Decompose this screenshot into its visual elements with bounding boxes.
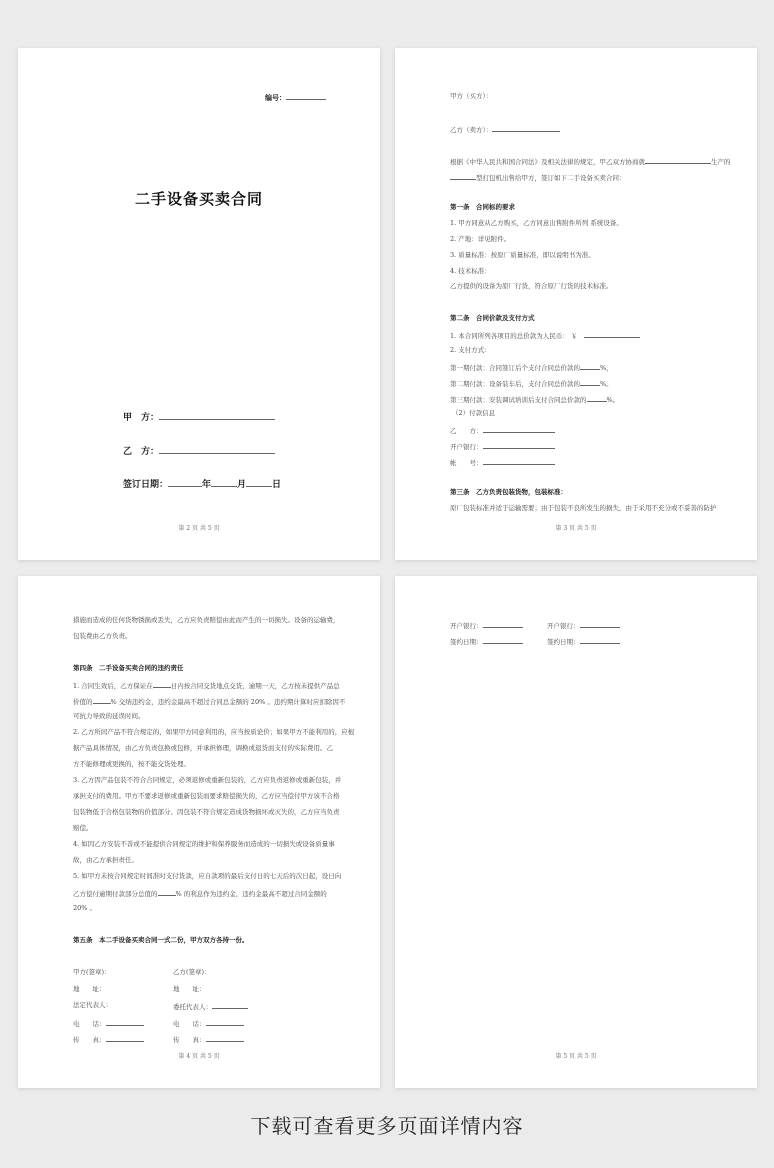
text-line: 包装物低于合格包装物的价值部分。因包装不符合规定造成货物损坏或灭失的，乙方应当负责 [73, 808, 340, 816]
text-span: % 的利息作为违约金，违约金最高不超过合同金额的 [175, 890, 327, 898]
blank-line [483, 441, 555, 449]
text-line [450, 441, 555, 452]
blank-line [286, 92, 326, 100]
contract-page-cover [18, 48, 380, 560]
text-span: 第二期付款：设备装车后，支付合同总价款的 [450, 380, 580, 388]
text-line: 承担支付的费用。甲方不要求返修或重新包装而要求赔偿损失的，乙方应当偿付甲方该不合格 [73, 792, 340, 800]
text-span: 1. 本合同所列各项目的总价款为人民币： ￥ [450, 332, 578, 340]
text-line: 故，由乙方承担责任。 [73, 856, 138, 864]
text-span: 乙方偿付逾期付款部分总值的 [73, 890, 158, 898]
sign-date [123, 477, 281, 490]
text-line [73, 696, 345, 707]
contract-title: 二手设备买卖合同 [134, 190, 263, 208]
blank-line [158, 888, 176, 896]
text-span: 1. 合同生效后，乙方保证在 [73, 682, 153, 690]
text-line [73, 1034, 144, 1045]
text-span: 帐 号： [450, 459, 483, 467]
page-number: 第 4 页 共 5 页 [178, 1053, 220, 1060]
text-line: 甲方(签章)： [73, 968, 111, 976]
text-line: 2. 产地：详见附件。 [450, 235, 511, 243]
blank-line [159, 446, 275, 454]
text-span: 委托代表人： [173, 1003, 212, 1011]
text-line: 可抗力导致的延误时间。 [73, 712, 145, 720]
blank-line [211, 479, 237, 487]
text-line: 据产品具体情况，由乙方负责包换或包修，并承担修理，调换或退货而支付的实际费用。乙 [73, 744, 333, 752]
section-heading: 第五条 本二手设备买卖合同一式二份，甲方双方各持一份。 [73, 936, 249, 944]
text-span: 开户银行： [450, 622, 483, 630]
contract-page-3 [395, 48, 757, 560]
text-span: 乙 方： [450, 427, 483, 435]
text-line: 乙方(签章)： [173, 968, 211, 976]
contract-page-4 [18, 576, 380, 1088]
text-line: 方不能修理或更换的，按不能交货处理。 [73, 760, 190, 768]
section-heading: 第二条 合同价款及支付方式 [450, 314, 535, 322]
blank-line [206, 1034, 244, 1042]
text-span: 乙方（卖方）： [450, 126, 493, 134]
text-line: （2）付款信息 [452, 409, 496, 417]
text-line: 乙方提供的设备为原厂行货，符合原厂行货的技术标准。 [450, 282, 613, 290]
blank-line [587, 394, 607, 402]
download-caption: 下载可查看更多页面详情内容 [250, 1114, 524, 1138]
text-span: 根据《中华人民共和国合同法》及相关法律的规定，甲乙双方协商就 [450, 158, 645, 166]
contract-number-label: 编号： [265, 93, 286, 102]
blank-line [106, 1018, 144, 1026]
text-line: 地 址： [173, 985, 206, 993]
text-span: 电 话： [173, 1020, 206, 1028]
blank-line [212, 1001, 248, 1009]
text-line: 2. 乙方所间产品不符合规定的，如果甲方同意利用的，应当按质论价；如果甲方不能利用的，应根 [73, 728, 355, 736]
blank-line [580, 362, 600, 370]
party-b-label: 乙 方： [123, 447, 160, 457]
contract-page-5 [395, 576, 757, 1088]
blank-line [483, 620, 523, 628]
blank-line [483, 457, 555, 465]
text-span: 价值的 [73, 698, 93, 706]
sign-date-label: 签订日期： [123, 480, 169, 490]
blank-line [106, 1034, 144, 1042]
contract-number [265, 92, 326, 103]
text-span: 电 话： [73, 1020, 106, 1028]
text-line [173, 1018, 244, 1029]
day-label: 日 [272, 480, 282, 490]
text-line [450, 425, 555, 436]
text-line [450, 362, 613, 373]
text-line: 法定代表人： [73, 1001, 112, 1009]
text-line: 3. 乙方因产品包装不符合合同规定，必须返修或重新包装的，乙方应负责返修或重新包装，并 [73, 776, 342, 784]
blank-line [580, 378, 600, 386]
text-span: 型打包机出售给甲方，签订如下二手设备买卖合同： [476, 174, 626, 182]
text-span: 生产的 [711, 158, 731, 166]
text-line: 2. 支付方式： [450, 346, 491, 354]
party-a-signature [123, 410, 275, 423]
text-span: 签约日期： [450, 638, 483, 646]
text-span: %。 [600, 380, 613, 388]
blank-line [246, 479, 272, 487]
text-line: 5. 如甲方未按合同规定时间准时支付货款，应自款项的最后支付日的七天后的次日起，设日向 [73, 872, 342, 880]
text-line [450, 457, 555, 468]
text-span: %。 [606, 396, 620, 404]
text-line [173, 1001, 248, 1012]
text-line: 4. 如因乙方安装不善或不能提供合同规定的维护和保养服务而造成的一切损失或设备质量事 [73, 840, 335, 848]
text-line [547, 620, 620, 631]
text-span: %， [600, 364, 613, 372]
blank-line [450, 172, 476, 180]
text-line [173, 1034, 244, 1045]
section-heading: 第三条 乙方负责包装货物，包装标准： [450, 488, 567, 496]
blank-line [584, 330, 640, 338]
blank-line [580, 620, 620, 628]
text-line [450, 378, 613, 389]
text-line: 赔偿。 [73, 824, 93, 832]
text-line: 措施而造成的任何货物锈损或丢失，乙方应负责赔偿由此而产生的一切损失。设备的运输费， [73, 616, 340, 624]
blank-line [168, 479, 202, 487]
section-heading: 第一条 合同标的要求 [450, 203, 515, 211]
text-span: 传 真： [73, 1036, 106, 1044]
party-a-label: 甲 方： [123, 413, 160, 423]
text-line: 3. 质量标准：按原厂质量标准，即以说明书为准。 [450, 251, 595, 259]
text-line [73, 1018, 144, 1029]
text-line: 20% 。 [73, 904, 97, 912]
text-span: 签约日期： [547, 638, 580, 646]
blank-line [492, 124, 560, 132]
text-line [450, 620, 523, 631]
year-label: 年 [202, 480, 212, 490]
blank-line [483, 636, 523, 644]
text-span: 日内按合同交货地点交货，逾期一天，乙方按未提供产品总 [170, 682, 340, 690]
blank-line [483, 425, 555, 433]
text-span: 第一期付款：合同签订后个支付合同总价款的 [450, 364, 580, 372]
text-line: 原厂包装标准并适于运输需要；由于包装不良所发生的损失，由于采用不充分或不妥善的防护 [450, 504, 717, 512]
text-span: 第三期付款：安装调试培训后支付合同总价款的 [450, 396, 587, 404]
page-number: 第 3 页 共 5 页 [555, 525, 597, 532]
text-line [73, 888, 327, 899]
text-line [73, 680, 340, 691]
text-line: 1. 甲方同意从乙方购买，乙方同意出售附件所列 系统设备。 [450, 219, 623, 227]
text-line [450, 636, 523, 647]
text-line [547, 636, 620, 647]
text-line: 地 址： [73, 985, 106, 993]
blank-line [580, 636, 620, 644]
page-number: 第 5 页 共 5 页 [555, 1053, 597, 1060]
text-span: 开户银行： [450, 443, 483, 451]
text-line: 包装费由乙方负责。 [73, 632, 132, 640]
blank-line [159, 412, 275, 420]
party-b-signature [123, 444, 275, 457]
blank-line [645, 156, 711, 164]
blank-line [153, 680, 171, 688]
month-label: 月 [237, 480, 247, 490]
blank-line [93, 696, 111, 704]
text-line [450, 124, 560, 135]
text-line [450, 172, 626, 183]
text-line: 4. 技术标准： [450, 267, 491, 275]
blank-line [206, 1018, 244, 1026]
text-span: % 交纳违约金，违约金最高不超过合同总金额的 20% 。违约期计算时应扣除因不 [110, 698, 346, 706]
text-span: 开户银行： [547, 622, 580, 630]
text-span: 传 真： [173, 1036, 206, 1044]
text-line [450, 330, 640, 341]
text-line [450, 394, 619, 405]
text-line [450, 156, 731, 167]
section-heading: 第四条 二手设备买卖合同的违约责任 [73, 664, 184, 672]
page-number: 第 2 页 共 5 页 [178, 525, 220, 532]
text-line: 甲方（买方）： [450, 92, 493, 100]
